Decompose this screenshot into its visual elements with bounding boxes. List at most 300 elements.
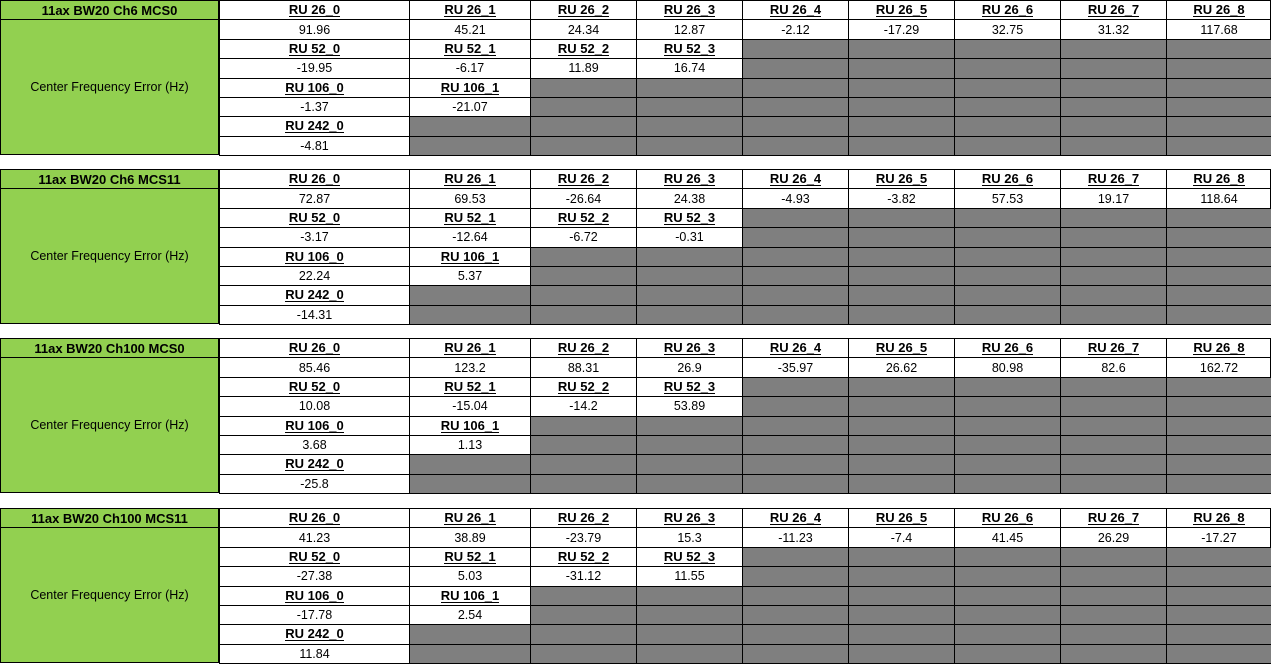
unused-cell — [742, 378, 848, 397]
value-cell: 57.53 — [954, 189, 1060, 208]
column-header-label: RU 52_3 — [663, 378, 716, 394]
value-cell: 69.53 — [409, 189, 530, 208]
unused-cell — [1060, 286, 1166, 305]
unused-cell — [742, 40, 848, 59]
unused-cell — [1060, 248, 1166, 267]
unused-cell — [409, 645, 530, 664]
column-header — [1166, 1, 1271, 20]
value-cell: 31.32 — [1060, 20, 1166, 39]
value-grid — [219, 0, 1271, 155]
unused-cell — [1060, 117, 1166, 136]
unused-cell — [742, 625, 848, 644]
column-header — [219, 339, 409, 358]
unused-cell — [1060, 79, 1166, 98]
unused-cell — [636, 137, 742, 156]
column-header-label: RU 26_7 — [1087, 2, 1140, 18]
unused-cell — [1060, 475, 1166, 494]
value-cell: -21.07 — [409, 98, 530, 117]
unused-cell — [742, 397, 848, 416]
unused-cell — [1166, 587, 1271, 606]
column-header — [530, 209, 636, 228]
column-header — [636, 339, 742, 358]
column-header-label: RU 26_7 — [1087, 340, 1140, 356]
value-cell: -17.27 — [1166, 528, 1271, 547]
column-header — [636, 1, 742, 20]
unused-cell — [530, 587, 636, 606]
unused-cell — [636, 625, 742, 644]
column-header-label: RU 52_3 — [663, 40, 716, 56]
unused-cell — [530, 645, 636, 664]
column-header — [219, 248, 409, 267]
unused-cell — [636, 306, 742, 325]
unused-cell — [636, 286, 742, 305]
unused-cell — [742, 306, 848, 325]
column-header-label: RU 52_1 — [444, 40, 496, 56]
column-header-label: RU 52_1 — [444, 378, 496, 394]
column-header — [409, 170, 530, 189]
unused-cell — [954, 79, 1060, 98]
unused-cell — [848, 209, 954, 228]
column-header-label: RU 26_8 — [1193, 340, 1245, 356]
column-header-label: RU 52_2 — [557, 548, 610, 564]
column-header-label: RU 26_8 — [1193, 171, 1245, 187]
column-header-label: RU 106_1 — [440, 79, 500, 95]
unused-cell — [530, 475, 636, 494]
column-header-label: RU 242_0 — [285, 118, 344, 134]
unused-cell — [848, 587, 954, 606]
unused-cell — [1060, 587, 1166, 606]
column-header-label: RU 26_4 — [769, 510, 822, 526]
value-cell: 72.87 — [219, 189, 409, 208]
column-header-label: RU 26_1 — [444, 510, 496, 526]
column-header — [219, 548, 409, 567]
column-header — [409, 209, 530, 228]
column-header — [409, 40, 530, 59]
unused-cell — [530, 436, 636, 455]
column-header-label: RU 242_0 — [285, 456, 344, 472]
value-cell: 41.45 — [954, 528, 1060, 547]
value-grid — [219, 338, 1271, 493]
column-header-label: RU 26_0 — [288, 510, 341, 526]
unused-cell — [954, 397, 1060, 416]
column-header — [530, 509, 636, 528]
unused-cell — [1166, 248, 1271, 267]
unused-cell — [409, 286, 530, 305]
result-table — [0, 0, 1271, 155]
unused-cell — [742, 228, 848, 247]
unused-cell — [848, 98, 954, 117]
unused-cell — [954, 286, 1060, 305]
unused-cell — [954, 606, 1060, 625]
unused-cell — [848, 117, 954, 136]
unused-cell — [848, 267, 954, 286]
column-header — [1060, 1, 1166, 20]
unused-cell — [848, 567, 954, 586]
column-header — [848, 339, 954, 358]
column-header — [742, 509, 848, 528]
column-header-label: RU 26_2 — [557, 510, 610, 526]
column-header-label: RU 26_2 — [557, 340, 610, 356]
unused-cell — [742, 137, 848, 156]
value-cell: -17.29 — [848, 20, 954, 39]
table-title: 11ax BW20 Ch100 MCS11 — [0, 508, 219, 528]
column-header-label: RU 52_3 — [663, 209, 716, 225]
unused-cell — [530, 79, 636, 98]
unused-cell — [742, 606, 848, 625]
unused-cell — [742, 436, 848, 455]
column-header-label: RU 26_3 — [663, 171, 716, 187]
column-header — [409, 248, 530, 267]
value-cell: 22.24 — [219, 267, 409, 286]
unused-cell — [954, 137, 1060, 156]
unused-cell — [1166, 286, 1271, 305]
column-header-label: RU 26_4 — [769, 171, 822, 187]
unused-cell — [1166, 567, 1271, 586]
value-cell: 26.62 — [848, 358, 954, 377]
unused-cell — [636, 455, 742, 474]
column-header — [1166, 170, 1271, 189]
column-header — [219, 378, 409, 397]
column-header — [636, 378, 742, 397]
value-cell: 45.21 — [409, 20, 530, 39]
unused-cell — [530, 267, 636, 286]
value-cell: -26.64 — [530, 189, 636, 208]
value-cell: 5.37 — [409, 267, 530, 286]
unused-cell — [954, 228, 1060, 247]
value-cell: 11.89 — [530, 59, 636, 78]
unused-cell — [954, 625, 1060, 644]
unused-cell — [848, 417, 954, 436]
value-cell: 1.13 — [409, 436, 530, 455]
unused-cell — [848, 378, 954, 397]
unused-cell — [1166, 98, 1271, 117]
unused-cell — [848, 79, 954, 98]
unused-cell — [1060, 306, 1166, 325]
unused-cell — [954, 40, 1060, 59]
value-cell: 118.64 — [1166, 189, 1271, 208]
column-header-label: RU 52_0 — [288, 40, 341, 56]
unused-cell — [1060, 455, 1166, 474]
value-cell: -3.17 — [219, 228, 409, 247]
unused-cell — [742, 267, 848, 286]
unused-cell — [636, 98, 742, 117]
unused-cell — [742, 455, 848, 474]
unused-cell — [636, 117, 742, 136]
unused-cell — [1166, 455, 1271, 474]
column-header-label: RU 26_3 — [663, 510, 716, 526]
value-cell: -1.37 — [219, 98, 409, 117]
column-header-label: RU 52_0 — [288, 209, 341, 225]
column-header — [219, 170, 409, 189]
value-cell: -27.38 — [219, 567, 409, 586]
unused-cell — [636, 79, 742, 98]
value-cell: 82.6 — [1060, 358, 1166, 377]
column-header-label: RU 26_8 — [1193, 510, 1245, 526]
unused-cell — [742, 567, 848, 586]
unused-cell — [530, 455, 636, 474]
unused-cell — [954, 98, 1060, 117]
column-header — [954, 170, 1060, 189]
unused-cell — [1166, 625, 1271, 644]
unused-cell — [1060, 436, 1166, 455]
column-header — [742, 339, 848, 358]
column-header-label: RU 106_0 — [285, 79, 344, 95]
unused-cell — [1060, 417, 1166, 436]
value-cell: 2.54 — [409, 606, 530, 625]
value-grid — [219, 169, 1271, 324]
unused-cell — [1166, 548, 1271, 567]
column-header-label: RU 52_1 — [444, 548, 496, 564]
column-header-label: RU 106_1 — [440, 248, 500, 264]
unused-cell — [848, 286, 954, 305]
unused-cell — [742, 79, 848, 98]
column-header-label: RU 52_0 — [288, 378, 341, 394]
unused-cell — [409, 625, 530, 644]
unused-cell — [530, 137, 636, 156]
value-cell: 88.31 — [530, 358, 636, 377]
unused-cell — [954, 548, 1060, 567]
unused-cell — [954, 209, 1060, 228]
unused-cell — [1166, 79, 1271, 98]
value-cell: -17.78 — [219, 606, 409, 625]
value-cell: -14.2 — [530, 397, 636, 416]
unused-cell — [848, 137, 954, 156]
value-cell: 5.03 — [409, 567, 530, 586]
column-header-label: RU 26_4 — [769, 2, 822, 18]
unused-cell — [848, 548, 954, 567]
value-cell: 85.46 — [219, 358, 409, 377]
column-header — [409, 417, 530, 436]
column-header-label: RU 26_0 — [288, 171, 341, 187]
column-header — [1166, 509, 1271, 528]
unused-cell — [1166, 267, 1271, 286]
column-header — [409, 509, 530, 528]
unused-cell — [636, 645, 742, 664]
unused-cell — [636, 417, 742, 436]
column-header-label: RU 106_0 — [285, 417, 344, 433]
column-header — [954, 339, 1060, 358]
column-header-label: RU 26_6 — [981, 340, 1034, 356]
unused-cell — [1060, 397, 1166, 416]
column-header-label: RU 26_4 — [769, 340, 822, 356]
unused-cell — [848, 397, 954, 416]
unused-cell — [954, 475, 1060, 494]
column-header — [219, 625, 409, 644]
column-header-label: RU 26_0 — [288, 340, 341, 356]
column-header — [636, 170, 742, 189]
column-header — [409, 378, 530, 397]
column-header-label: RU 26_7 — [1087, 510, 1140, 526]
column-header — [219, 117, 409, 136]
unused-cell — [1166, 645, 1271, 664]
unused-cell — [954, 248, 1060, 267]
result-table — [0, 169, 1271, 324]
value-cell: 38.89 — [409, 528, 530, 547]
unused-cell — [1166, 606, 1271, 625]
column-header-label: RU 26_2 — [557, 171, 610, 187]
unused-cell — [530, 606, 636, 625]
metric-label: Center Frequency Error (Hz) — [0, 357, 219, 493]
column-header-label: RU 52_2 — [557, 378, 610, 394]
table-title: 11ax BW20 Ch6 MCS0 — [0, 0, 219, 20]
column-header — [1060, 509, 1166, 528]
unused-cell — [848, 306, 954, 325]
value-cell: -15.04 — [409, 397, 530, 416]
value-cell: 80.98 — [954, 358, 1060, 377]
unused-cell — [954, 306, 1060, 325]
table-title: 11ax BW20 Ch6 MCS11 — [0, 169, 219, 189]
column-header — [954, 1, 1060, 20]
column-header — [219, 209, 409, 228]
column-header — [742, 170, 848, 189]
unused-cell — [530, 98, 636, 117]
value-cell: -11.23 — [742, 528, 848, 547]
value-cell: -35.97 — [742, 358, 848, 377]
column-header — [219, 1, 409, 20]
unused-cell — [409, 137, 530, 156]
column-header — [1060, 170, 1166, 189]
result-table — [0, 338, 1271, 493]
unused-cell — [848, 475, 954, 494]
column-header-label: RU 26_2 — [557, 2, 610, 18]
unused-cell — [954, 117, 1060, 136]
value-cell: 53.89 — [636, 397, 742, 416]
unused-cell — [530, 286, 636, 305]
unused-cell — [742, 417, 848, 436]
unused-cell — [848, 228, 954, 247]
column-header — [636, 509, 742, 528]
column-header-label: RU 106_0 — [285, 248, 344, 264]
column-header-label: RU 52_0 — [288, 548, 341, 564]
table-title: 11ax BW20 Ch100 MCS0 — [0, 338, 219, 358]
column-header — [219, 40, 409, 59]
unused-cell — [1166, 397, 1271, 416]
column-header — [742, 1, 848, 20]
unused-cell — [848, 248, 954, 267]
column-header — [848, 1, 954, 20]
unused-cell — [954, 436, 1060, 455]
value-cell: -6.17 — [409, 59, 530, 78]
unused-cell — [954, 267, 1060, 286]
metric-label: Center Frequency Error (Hz) — [0, 19, 219, 155]
unused-cell — [1060, 59, 1166, 78]
column-header — [848, 509, 954, 528]
column-header — [219, 509, 409, 528]
value-cell: 12.87 — [636, 20, 742, 39]
unused-cell — [636, 436, 742, 455]
unused-cell — [848, 606, 954, 625]
column-header — [530, 339, 636, 358]
unused-cell — [636, 475, 742, 494]
column-header — [636, 40, 742, 59]
value-cell: 19.17 — [1060, 189, 1166, 208]
column-header-label: RU 26_0 — [288, 2, 341, 18]
value-cell: 10.08 — [219, 397, 409, 416]
value-cell: 32.75 — [954, 20, 1060, 39]
column-header-label: RU 52_2 — [557, 209, 610, 225]
column-header-label: RU 26_1 — [444, 2, 496, 18]
unused-cell — [1060, 209, 1166, 228]
column-header — [530, 170, 636, 189]
unused-cell — [742, 286, 848, 305]
unused-cell — [742, 548, 848, 567]
unused-cell — [1166, 137, 1271, 156]
column-header — [530, 548, 636, 567]
unused-cell — [1166, 475, 1271, 494]
unused-cell — [1166, 228, 1271, 247]
unused-cell — [530, 248, 636, 267]
value-cell: 3.68 — [219, 436, 409, 455]
column-header-label: RU 26_5 — [875, 171, 928, 187]
unused-cell — [954, 59, 1060, 78]
value-cell: 26.29 — [1060, 528, 1166, 547]
unused-cell — [742, 645, 848, 664]
column-header-label: RU 52_3 — [663, 548, 716, 564]
column-header-label: RU 26_3 — [663, 340, 716, 356]
value-cell: 15.3 — [636, 528, 742, 547]
metric-label: Center Frequency Error (Hz) — [0, 527, 219, 663]
unused-cell — [848, 40, 954, 59]
column-header — [409, 1, 530, 20]
unused-cell — [1060, 548, 1166, 567]
value-cell: -6.72 — [530, 228, 636, 247]
column-header-label: RU 26_7 — [1087, 171, 1140, 187]
column-header — [409, 339, 530, 358]
unused-cell — [848, 436, 954, 455]
value-cell: 11.84 — [219, 645, 409, 664]
column-header — [530, 1, 636, 20]
column-header-label: RU 26_8 — [1193, 2, 1245, 18]
unused-cell — [1060, 137, 1166, 156]
column-header-label: RU 242_0 — [285, 626, 344, 642]
unused-cell — [848, 645, 954, 664]
column-header-label: RU 242_0 — [285, 287, 344, 303]
value-cell: 24.34 — [530, 20, 636, 39]
column-header-label: RU 52_2 — [557, 40, 610, 56]
column-header-label: RU 26_1 — [444, 171, 496, 187]
unused-cell — [1166, 40, 1271, 59]
unused-cell — [1060, 645, 1166, 664]
value-cell: 26.9 — [636, 358, 742, 377]
unused-cell — [1060, 378, 1166, 397]
unused-cell — [530, 117, 636, 136]
value-cell: -25.8 — [219, 475, 409, 494]
value-grid — [219, 508, 1271, 663]
column-header-label: RU 26_6 — [981, 2, 1034, 18]
value-cell: 24.38 — [636, 189, 742, 208]
unused-cell — [742, 248, 848, 267]
column-header-label: RU 106_1 — [440, 587, 500, 603]
unused-cell — [636, 267, 742, 286]
column-header — [848, 170, 954, 189]
unused-cell — [530, 417, 636, 436]
unused-cell — [1060, 606, 1166, 625]
column-header — [530, 378, 636, 397]
column-header — [530, 40, 636, 59]
column-header — [219, 417, 409, 436]
unused-cell — [1166, 306, 1271, 325]
column-header-label: RU 106_1 — [440, 417, 500, 433]
result-table — [0, 508, 1271, 663]
column-header — [219, 587, 409, 606]
value-cell: -12.64 — [409, 228, 530, 247]
column-header-label: RU 26_6 — [981, 510, 1034, 526]
unused-cell — [409, 455, 530, 474]
unused-cell — [409, 117, 530, 136]
column-header — [636, 209, 742, 228]
unused-cell — [1166, 209, 1271, 228]
unused-cell — [636, 248, 742, 267]
